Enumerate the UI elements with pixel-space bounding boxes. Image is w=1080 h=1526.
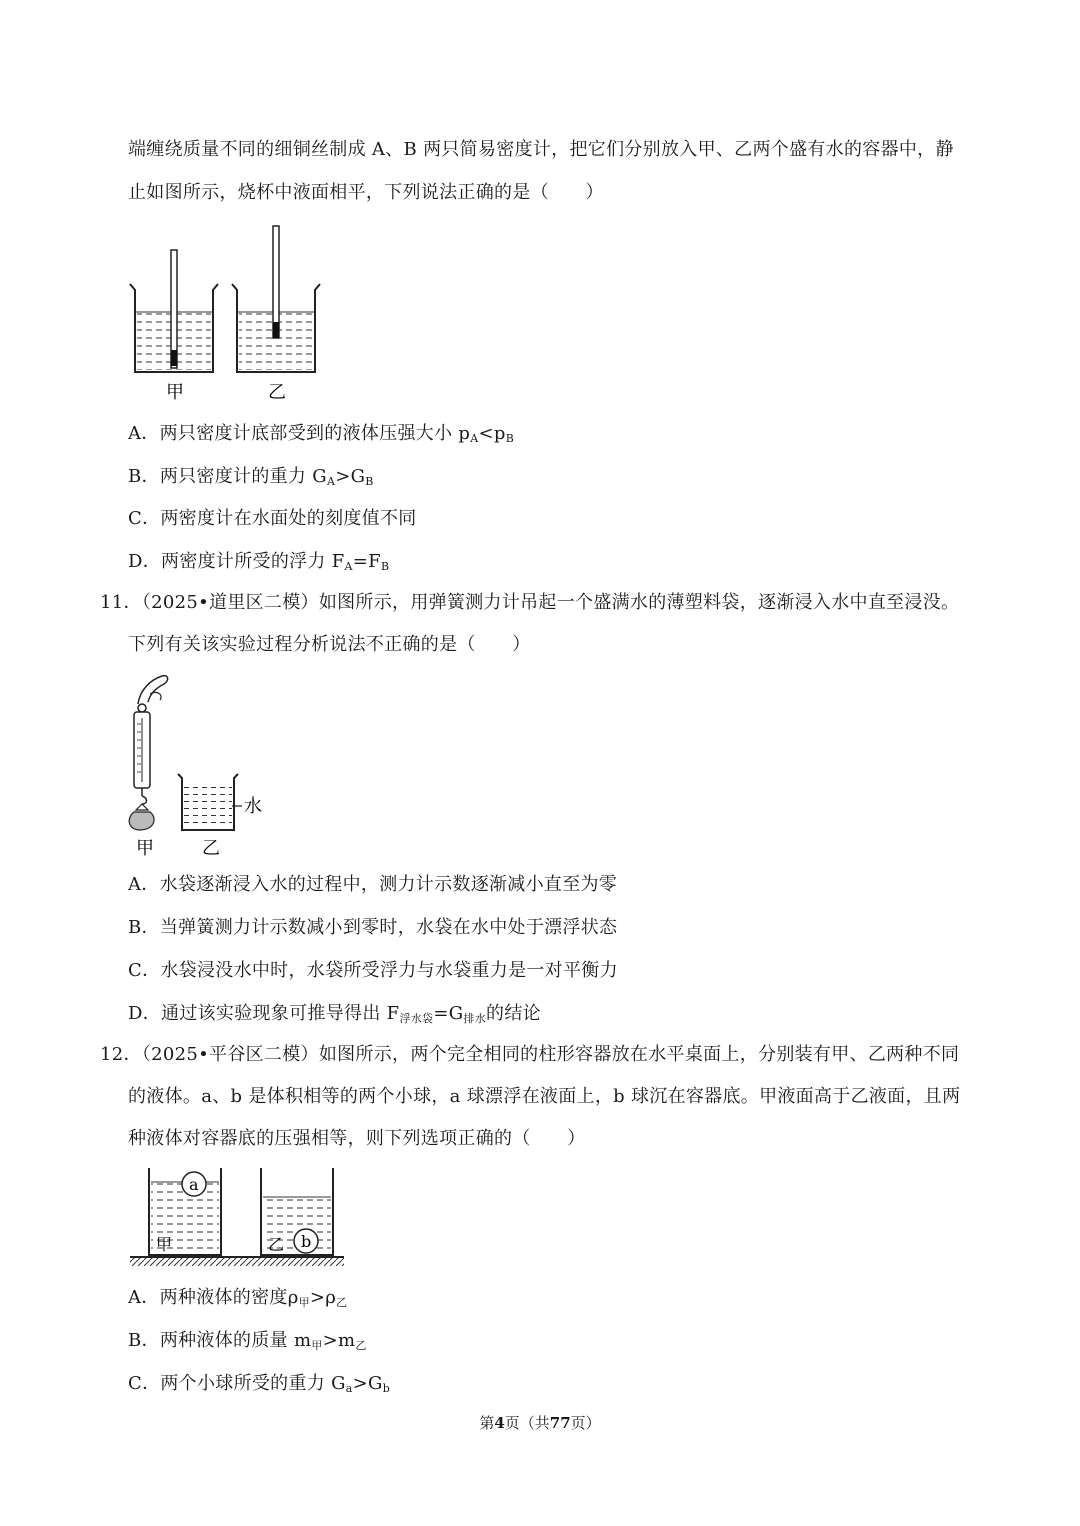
q11-option-d[interactable]: D．通过该实验现象可推导得出 $F_{浮水袋}=G_{排水}$的结论 xyxy=(128,1003,541,1025)
q12-option-a[interactable]: A．两种液体的密度$\rho_甲>\rho_乙$ xyxy=(128,1287,348,1309)
q11-stem-line2: 下列有关该实验过程分析说法不正确的是（ ） xyxy=(128,634,531,655)
container-yi xyxy=(261,1168,333,1255)
q12-stem-line1: 12．（2025•平谷区二模）如图所示，两个完全相同的柱形容器放在水平桌面上，分别装有甲、乙两种不同 xyxy=(100,1044,960,1065)
q10-stem-line2: 止如图所示，烧杯中液面相平，下列说法正确的是（ ） xyxy=(128,182,604,203)
q10-option-a[interactable]: A．两只密度计底部受到的液体压强大小 $p_A<p_B$ xyxy=(128,423,515,445)
q10-option-b[interactable]: B．两只密度计的重力 $G_A>G_B$ xyxy=(128,466,374,488)
q11-stem-line1: 11．（2025•道里区二模）如图所示，用弹簧测力计吊起一个盛满水的薄塑料袋，逐渐浸入水中直至浸没。 xyxy=(100,592,960,613)
beaker-jia xyxy=(130,250,218,372)
q11-option-a[interactable]: A．水袋逐渐浸入水的过程中，测力计示数逐渐减小直至为零 xyxy=(128,874,618,895)
q10-option-d[interactable]: D．两密度计所受的浮力 $F_A=F_B$ xyxy=(128,551,390,573)
svg-text:b: b xyxy=(301,1232,312,1251)
q12-fig-label-jia: 甲 xyxy=(156,1235,173,1254)
hand-icon xyxy=(138,676,168,704)
q11-fig-label-water: 水 xyxy=(244,796,262,817)
q11-option-b[interactable]: B．当弹簧测力计示数减小到零时，水袋在水中处于漂浮状态 xyxy=(128,917,618,938)
q10-option-c[interactable]: C．两密度计在水面处的刻度值不同 xyxy=(128,508,417,529)
container-jia xyxy=(149,1168,221,1255)
q11-fig-label-yi: 乙 xyxy=(202,838,220,859)
q12-stem-line2: 的液体。a、b 是体积相等的两个小球，a 球漂浮在液面上，b 球沉在容器底。甲液面高于乙液面，且两 xyxy=(128,1086,961,1107)
beaker-yi xyxy=(232,226,320,372)
q12-stem-line3: 种液体对容器底的压强相等，则下列选项正确的（ ） xyxy=(128,1128,586,1149)
q11-fig-label-jia: 甲 xyxy=(136,838,154,859)
page-number: 4 xyxy=(494,1414,505,1432)
q12-fig-label-yi: 乙 xyxy=(268,1235,285,1254)
page-footer: 第4页（共77页） xyxy=(479,1414,601,1432)
q12-option-c[interactable]: C．两个小球所受的重力 $G_a>G_b$ xyxy=(128,1373,391,1395)
water-bag xyxy=(129,812,154,830)
q11-option-c[interactable]: C．水袋浸没水中时，水袋所受浮力与水袋重力是一对平衡力 xyxy=(128,960,618,981)
q12-option-b[interactable]: B．两种液体的质量 $m_甲>m_乙$ xyxy=(128,1330,367,1352)
q10-figure-densimeters xyxy=(125,222,325,404)
q11-figure-spring-scale xyxy=(120,672,280,862)
q10-fig-label-yi: 乙 xyxy=(268,382,286,403)
svg-text:a: a xyxy=(189,1175,199,1194)
q10-stem-line1: 端缠绕质量不同的细铜丝制成 A、B 两只简易密度计，把它们分别放入甲、乙两个盛有水的容器中，静 xyxy=(128,139,954,160)
q12-figure-containers xyxy=(126,1164,348,1270)
q10-fig-label-jia: 甲 xyxy=(166,382,184,403)
page-total: 77 xyxy=(549,1414,571,1432)
